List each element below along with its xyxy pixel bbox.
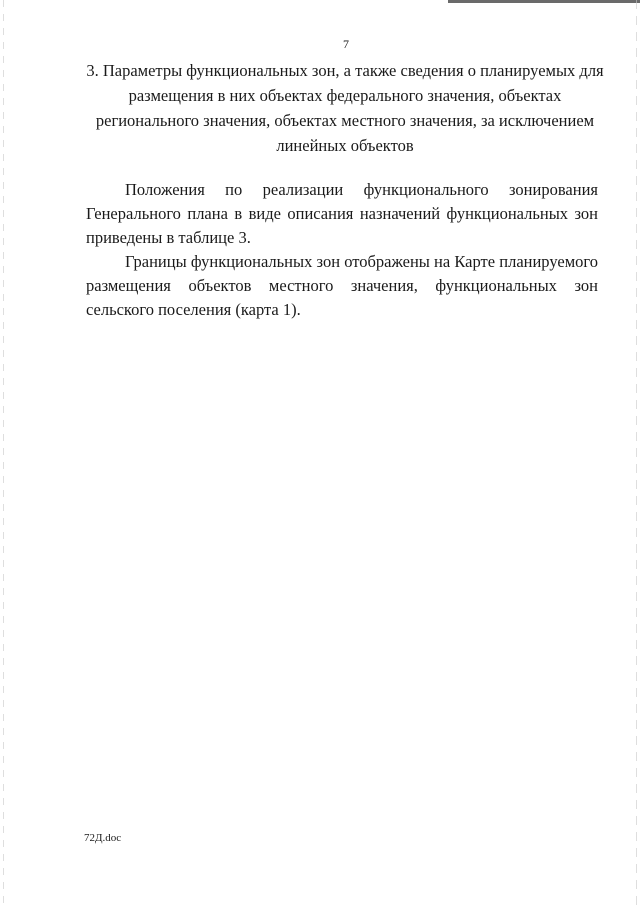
- scan-artifact-line: [448, 0, 640, 3]
- section-heading: 3. Параметры функциональных зон, а также сведения о планируемых для размещения в них объектах федерального значения, объектах регионального значения, объектах местного значения, за исключением линейных объектов: [86, 61, 604, 155]
- scan-artifact-left-edge: [3, 0, 4, 905]
- body-text: [86, 178, 598, 322]
- footer-filename: 72Д.doc: [84, 832, 122, 844]
- page-number: 7: [343, 37, 349, 51]
- paragraph-1: Положения по реализации функционального зонирования Генерального плана в виде описания назначений функциональных зон приведены в таблице 3.: [86, 180, 598, 247]
- paragraph-2: Границы функциональных зон отображены на Карте планируемого размещения объектов местного значения, функциональных зон сельского поселения (карта 1).: [86, 252, 598, 319]
- scan-artifact-right-edge: [636, 0, 637, 905]
